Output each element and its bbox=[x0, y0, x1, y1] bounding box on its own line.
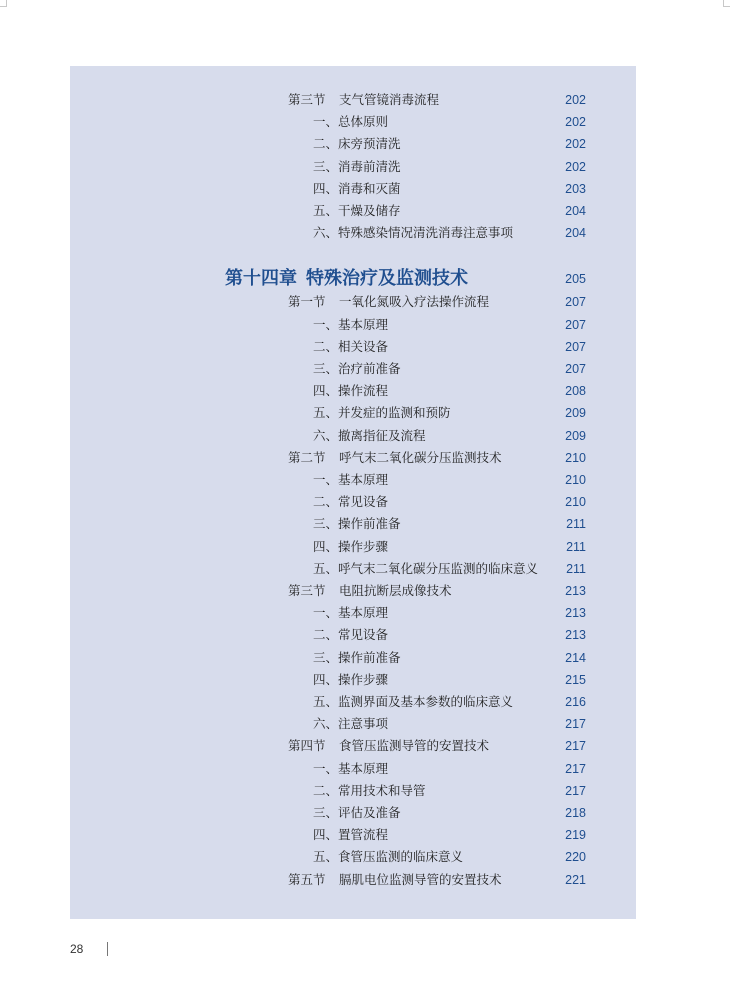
toc-section-title: 食管压监测导管的安置技术 bbox=[339, 738, 490, 754]
toc-page-number: 217 bbox=[565, 739, 586, 754]
toc-item-row[interactable] bbox=[0, 536, 730, 558]
toc-page-number: 209 bbox=[565, 428, 586, 443]
toc-item-row[interactable] bbox=[0, 336, 730, 358]
toc-item-label bbox=[313, 513, 401, 535]
toc-item-title: 六、撤离指征及流程 bbox=[313, 427, 426, 443]
toc-item-row[interactable] bbox=[0, 780, 730, 802]
page-number-divider bbox=[107, 942, 108, 956]
toc-item-row[interactable] bbox=[0, 133, 730, 155]
toc-page-number: 216 bbox=[565, 695, 586, 709]
toc-page-number: 213 bbox=[565, 628, 586, 643]
toc-page-number: 207 bbox=[565, 317, 586, 332]
toc-item-title: 一、基本原理 bbox=[313, 316, 389, 332]
toc-item-title: 三、操作前准备 bbox=[313, 516, 401, 532]
toc-page-number: 221 bbox=[565, 872, 586, 887]
toc-item-row[interactable] bbox=[0, 402, 730, 424]
toc-item-label bbox=[313, 647, 401, 669]
toc-chapter-number: 第十四章 bbox=[225, 268, 297, 290]
toc-section-label bbox=[288, 89, 439, 111]
toc-section-title: 膈肌电位监测导管的安置技术 bbox=[339, 871, 502, 887]
toc-page-number: 203 bbox=[565, 181, 586, 196]
toc-item-row[interactable] bbox=[0, 691, 730, 713]
toc-item-label bbox=[313, 691, 513, 713]
toc-item-label bbox=[313, 846, 463, 868]
toc-section-number: 第四节 bbox=[288, 738, 326, 754]
toc-section-row[interactable] bbox=[0, 580, 730, 602]
toc-section-number: 第二节 bbox=[288, 449, 326, 465]
toc-item-title: 五、食管压监测的临床意义 bbox=[313, 849, 464, 865]
toc-item-title: 二、常用技术和导管 bbox=[313, 782, 426, 798]
toc-section-number: 第一节 bbox=[288, 294, 326, 310]
toc-item-title: 二、相关设备 bbox=[313, 338, 389, 354]
toc-item-row[interactable] bbox=[0, 178, 730, 200]
toc-item-row[interactable] bbox=[0, 624, 730, 646]
toc-page-number: 211 bbox=[566, 517, 586, 532]
toc-item-title: 一、基本原理 bbox=[313, 760, 389, 776]
toc-item-row[interactable] bbox=[0, 713, 730, 735]
toc-item-label bbox=[313, 536, 388, 558]
toc-item-title: 四、操作步骤 bbox=[313, 671, 389, 687]
toc-section-number: 第五节 bbox=[288, 871, 326, 887]
toc-item-label bbox=[313, 824, 388, 846]
toc-item-title: 四、消毒和灭菌 bbox=[313, 180, 401, 196]
toc-page-number: 219 bbox=[565, 828, 586, 843]
toc-item-label bbox=[313, 336, 388, 358]
toc-page-number: 210 bbox=[565, 450, 586, 465]
toc-page-number: 202 bbox=[565, 115, 586, 130]
toc-chapter-title: 特殊治疗及监测技术 bbox=[306, 268, 468, 290]
toc-section-title: 电阻抗断层成像技术 bbox=[339, 583, 452, 598]
toc-page-number: 202 bbox=[565, 93, 586, 107]
toc-section-row[interactable] bbox=[0, 447, 730, 469]
crop-mark-top-right bbox=[723, 0, 730, 7]
toc-page-number: 220 bbox=[565, 850, 586, 865]
toc-section-label bbox=[288, 869, 502, 891]
toc-item-label bbox=[313, 111, 388, 133]
toc-chapter-label bbox=[225, 264, 468, 294]
toc-item-label bbox=[313, 314, 388, 336]
toc-item-title: 五、干燥及储存 bbox=[313, 203, 401, 218]
toc-item-label bbox=[313, 602, 388, 624]
toc-item-row[interactable] bbox=[0, 647, 730, 669]
toc-item-title: 二、常见设备 bbox=[313, 627, 389, 643]
toc-section-title: 一氧化氮吸入疗法操作流程 bbox=[339, 294, 490, 310]
toc-item-title: 二、常见设备 bbox=[313, 494, 389, 510]
toc-item-title: 六、注意事项 bbox=[313, 716, 389, 732]
toc-item-row[interactable] bbox=[0, 669, 730, 691]
toc-item-title: 一、总体原则 bbox=[313, 114, 389, 130]
toc-item-title: 三、评估及准备 bbox=[313, 805, 401, 820]
toc-item-label bbox=[313, 624, 388, 646]
toc-item-row[interactable] bbox=[0, 758, 730, 780]
toc-item-label bbox=[313, 669, 388, 691]
toc-item-title: 四、置管流程 bbox=[313, 827, 389, 843]
toc-section-number: 第三节 bbox=[288, 92, 326, 107]
toc-item-title: 一、基本原理 bbox=[313, 472, 389, 487]
toc-item-label bbox=[313, 491, 388, 513]
toc-item-label bbox=[313, 425, 426, 447]
toc-page-number: 207 bbox=[565, 295, 586, 310]
toc-page-number: 207 bbox=[565, 362, 586, 376]
toc-item-label bbox=[313, 469, 388, 491]
toc-item-label bbox=[313, 380, 388, 402]
page-number: 28 bbox=[70, 942, 84, 956]
toc-section-row[interactable] bbox=[0, 291, 730, 313]
toc-page-number: 208 bbox=[565, 384, 586, 399]
toc-item-title: 五、呼气末二氧化碳分压监测的临床意义 bbox=[313, 560, 539, 576]
toc-section-number: 第三节 bbox=[288, 583, 326, 598]
toc-item-label bbox=[313, 156, 401, 178]
toc-page-number: 210 bbox=[565, 495, 586, 510]
toc-item-title: 五、并发症的监测和预防 bbox=[313, 405, 451, 421]
toc-item-row[interactable] bbox=[0, 558, 730, 580]
toc-section-title: 呼气末二氧化碳分压监测技术 bbox=[339, 449, 502, 465]
toc-page-number: 213 bbox=[565, 606, 586, 621]
toc-page-number: 217 bbox=[565, 761, 586, 776]
toc-section-row[interactable] bbox=[0, 89, 730, 111]
toc-item-label bbox=[313, 713, 388, 735]
toc-section-label bbox=[288, 291, 489, 313]
toc-item-row[interactable] bbox=[0, 358, 730, 380]
toc-item-row[interactable] bbox=[0, 824, 730, 846]
toc-item-row[interactable] bbox=[0, 222, 730, 244]
toc-item-row[interactable] bbox=[0, 156, 730, 178]
toc-page-number: 210 bbox=[565, 473, 586, 487]
toc-chapter-row[interactable] bbox=[0, 264, 730, 294]
toc-page-number: 217 bbox=[565, 783, 586, 798]
toc-item-title: 三、操作前准备 bbox=[313, 649, 401, 665]
toc-item-label bbox=[313, 780, 426, 802]
toc-page-number: 205 bbox=[565, 272, 586, 287]
toc-item-row[interactable] bbox=[0, 602, 730, 624]
toc-item-row[interactable] bbox=[0, 380, 730, 402]
toc-item-title: 五、监测界面及基本参数的临床意义 bbox=[313, 694, 514, 709]
toc-page-number: 202 bbox=[565, 159, 586, 174]
toc-item-row[interactable] bbox=[0, 513, 730, 535]
toc-item-row[interactable] bbox=[0, 314, 730, 336]
toc-page-number: 204 bbox=[565, 226, 586, 241]
crop-mark-top-left bbox=[0, 0, 7, 7]
toc-item-row[interactable] bbox=[0, 846, 730, 868]
toc-item-label bbox=[313, 358, 401, 380]
toc-section-label bbox=[288, 447, 502, 469]
toc-page-number: 207 bbox=[565, 339, 586, 354]
toc-page-number: 202 bbox=[565, 137, 586, 152]
toc-item-title: 六、特殊感染情况清洗消毒注意事项 bbox=[313, 225, 514, 241]
toc-item-label bbox=[313, 402, 451, 424]
toc-item-row[interactable] bbox=[0, 491, 730, 513]
toc-item-row[interactable] bbox=[0, 111, 730, 133]
toc-item-title: 三、治疗前准备 bbox=[313, 361, 401, 376]
toc-section-label bbox=[288, 735, 489, 757]
toc-page-number: 204 bbox=[565, 204, 586, 218]
toc-page-number: 214 bbox=[565, 650, 586, 665]
toc-page-number: 211 bbox=[566, 561, 586, 576]
toc-section-label bbox=[288, 580, 452, 602]
toc-item-label bbox=[313, 222, 513, 244]
toc-item-title: 三、消毒前清洗 bbox=[313, 158, 401, 174]
toc-section-row[interactable] bbox=[0, 735, 730, 757]
toc-item-row[interactable] bbox=[0, 200, 730, 222]
toc-item-row[interactable] bbox=[0, 425, 730, 447]
toc-item-label bbox=[313, 802, 401, 824]
toc-item-title: 一、基本原理 bbox=[313, 605, 389, 621]
toc-item-label bbox=[313, 558, 538, 580]
toc-page-number: 209 bbox=[565, 406, 586, 421]
toc-page-number: 217 bbox=[565, 717, 586, 732]
toc-section-title: 支气管镜消毒流程 bbox=[339, 92, 440, 107]
toc-item-row[interactable] bbox=[0, 802, 730, 824]
toc-item-title: 二、床旁预清洗 bbox=[313, 136, 401, 152]
toc-page-number: 218 bbox=[565, 806, 586, 820]
toc-page-number: 211 bbox=[566, 539, 586, 554]
toc-item-title: 四、操作步骤 bbox=[313, 538, 389, 554]
toc-item-title: 四、操作流程 bbox=[313, 383, 389, 399]
toc-item-label bbox=[313, 178, 401, 200]
toc-page-number: 215 bbox=[565, 672, 586, 687]
toc-item-row[interactable] bbox=[0, 469, 730, 491]
toc-section-row[interactable] bbox=[0, 869, 730, 891]
toc-page-number: 213 bbox=[565, 584, 586, 598]
toc-item-label bbox=[313, 133, 401, 155]
toc-item-label bbox=[313, 758, 388, 780]
toc-item-label bbox=[313, 200, 401, 222]
